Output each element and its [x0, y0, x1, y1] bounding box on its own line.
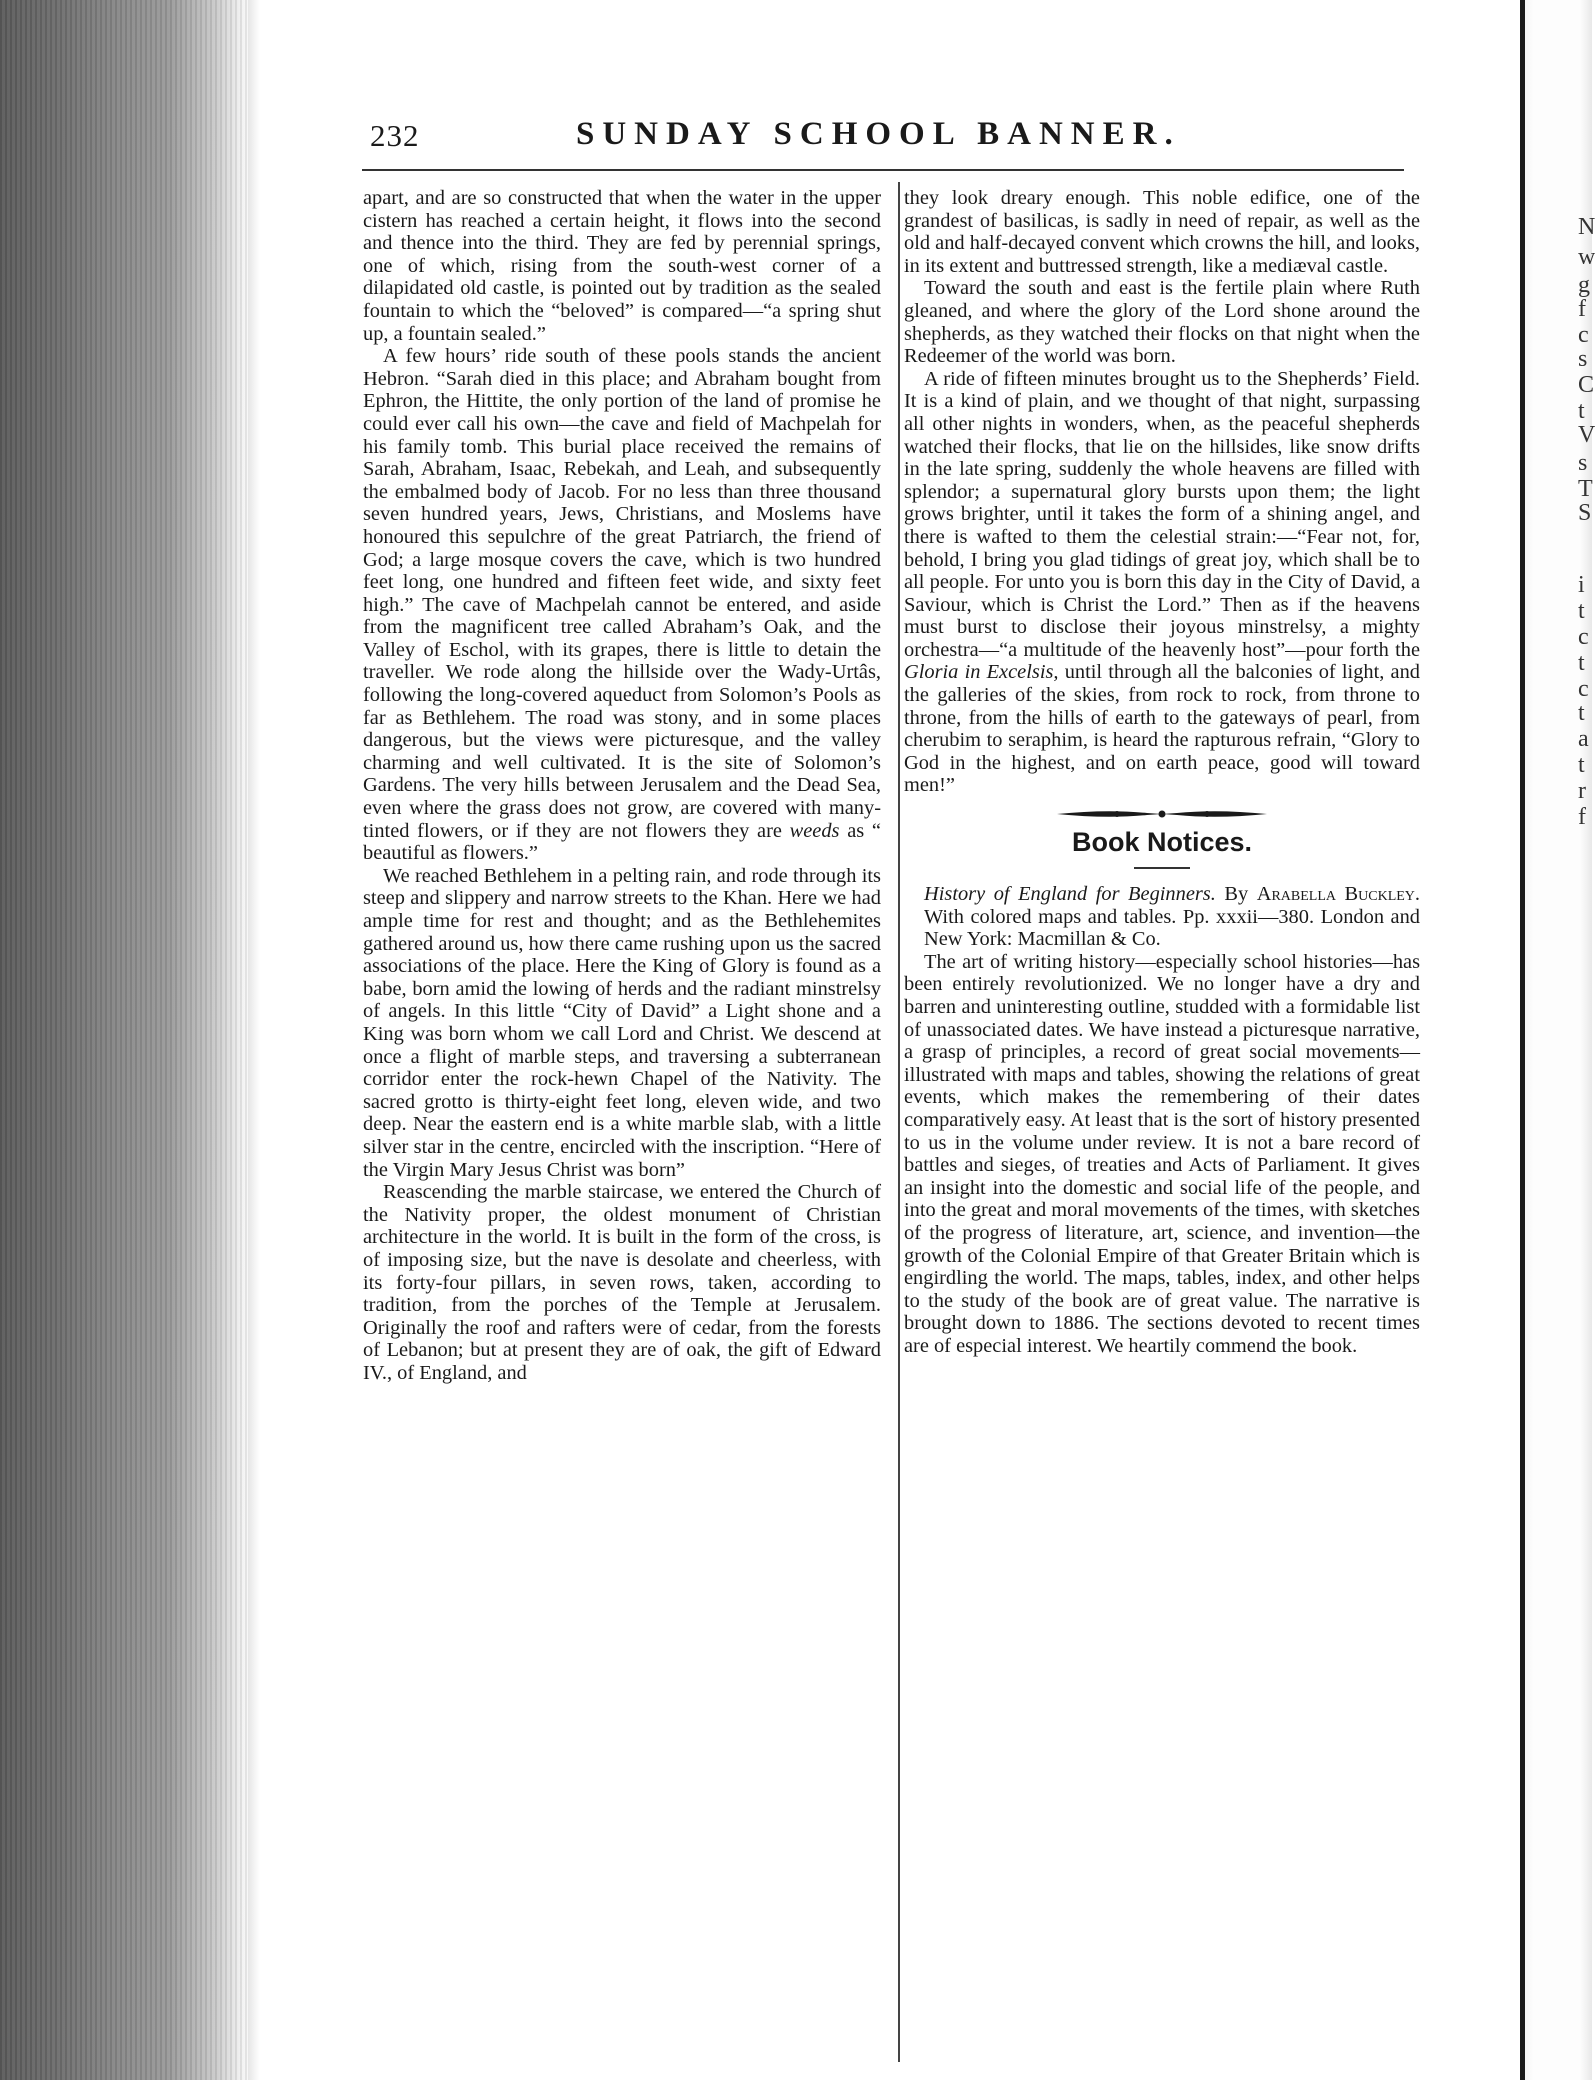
header-rule: [362, 169, 1404, 171]
adjacent-page-fragment: t: [1578, 650, 1585, 676]
paragraph-text: until through all the balconies of light, and the galleries of the skies, from rock to rock, from throne to throne, from the hills of earth to the gateways of pearl, from cherubim to seraphim, is heard the rapturous refrain, “Glory to God in the highest, and on earth peace, good will toward men!”: [904, 661, 1420, 797]
adjacent-page-fragment: t: [1578, 398, 1585, 424]
adjacent-page-fragment: S: [1578, 500, 1592, 526]
paragraph: Reascending the marble staircase, we entered the Church of the Nativity proper, the oldest monument of Christian architecture in the world. It is built in the form of the cross, is of imposing size, but the nave is desolate and cheerless, with its forty-four pillars, in seven rows, taken, according to tradition, from the porches of the Temple at Jerusalem. Originally the roof and rafters were of cedar, from the forests of Lebanon; but at present they are of oak, the gift of Edward IV., of England, and: [363, 1181, 881, 1384]
book-title: History of England for Beginners.: [924, 883, 1216, 906]
adjacent-page-fragment: c: [1578, 676, 1589, 702]
adjacent-page-fragment: f: [1578, 296, 1586, 322]
adjacent-page-fragment: g: [1578, 272, 1590, 298]
heading-rule: [1134, 867, 1190, 869]
adjacent-page-fragment: s: [1578, 450, 1588, 476]
adjacent-page-fragment: f: [1578, 804, 1586, 830]
adjacent-page-fragment: V: [1578, 422, 1595, 448]
book-author: Arabella Buckley.: [1256, 883, 1420, 906]
adjacent-page-fragment: c: [1578, 624, 1589, 650]
adjacent-page-fragment: s: [1578, 346, 1588, 372]
adjacent-page-fragment: t: [1578, 700, 1585, 726]
emphasis: Gloria in Excelsis,: [904, 661, 1059, 684]
adjacent-page-fragment: C: [1578, 372, 1595, 398]
adjacent-page: [1520, 0, 1595, 2080]
column-divider: [898, 182, 900, 2062]
emphasis: weeds: [789, 819, 840, 842]
adjacent-page-fragment: i: [1578, 572, 1585, 598]
paragraph: We reached Bethlehem in a pelting rain, and rode through its steep and slippery and narrow streets to the Khan. Here we had ample time for rest and thought; and as the Bethlehemites gathered around us, how there came rushing upon us the sacred associations of the place. Here the King of Glory is found as a babe, born amid the lowing of herds and the radiant minstrelsy of angels. In this little “City of David” a Light shone and a King was born whom we call Lord and Christ. We descend at once a flight of marble steps, and traversing a subterranean corridor enter the rock-hewn Chapel of the Nativity. The sacred grotto is thirty-eight feet long, eleven wide, and two deep. Near the eastern end is a white marble slab, with a little silver star in the centre, encircled with the inscription. “Here of the Virgin Mary Jesus Christ was born”: [363, 864, 881, 1181]
book-notice-body: The art of writing history—especially school histories—has been entirely revolutionized. We no longer have a dry and barren and uninteresting outline, studded with a formidable list of unassociated dates. We have instead a picturesque narrative, a grasp of principles, a record of great social movements—illustrated with maps and tables, showing the relations of great events, which makes the remembering of their dates comparatively easy. At least that is the sort of history presented to us in the volume under review. It is not a bare record of battles and sieges, of treaties and Acts of Parliament. It gives an insight into the domestic and social life of the people, and into the great and moral movements of the times, with sketches of the progress of literature, art, science, and invention—the growth of the Colonial Empire of that Greater Britain which is engirdling the world. The maps, tables, index, and other helps to the study of the book are of great value. The narrative is brought down to 1886. The sections devoted to recent times are of especial interest. We heartily commend the book.: [904, 950, 1420, 1357]
left-column: [363, 187, 881, 1384]
paragraph: Toward the south and east is the fertile plain where Ruth gleaned, and where the glory of the Lord shone around the shepherds, as they watched their flocks on that night when the Redeemer of the world was born.: [904, 277, 1420, 368]
adjacent-page-fragment: w: [1578, 244, 1595, 270]
book-edge: [0, 0, 250, 2080]
adjacent-page-fragment: c: [1578, 322, 1589, 348]
section-heading: Book Notices.: [1071, 827, 1253, 858]
adjacent-page-fragment: t: [1578, 598, 1585, 624]
paragraph: apart, and are so constructed that when the water in the upper cistern has reached a certain height, it flows into the second and thence into the third. They are fed by perennial springs, one of which, rising from the south-west corner of a dilapidated old castle, is pointed out by tradition as the sealed fountain to which the “beloved” is compared—“a spring shut up, a fountain sealed.”: [363, 187, 881, 345]
adjacent-page-fragment: t: [1578, 752, 1585, 778]
paragraph-text: A few hours’ ride south of these pools stands the ancient Hebron. “Sarah died in this place; and Abraham bought from Ephron, the Hittite, the only portion of the land of promise he could ever call his own—the cave and field of Machpelah for his family tomb. This burial place received the remains of Sarah, Abraham, Isaac, Rebekah, and Leah, and subsequently the embalmed body of Jacob. For no less than three thousand seven hundred years, Jews, Christians, and Moslems have honoured this sepulchre of the great Patriarch, the friend of God; a large mosque covers the cave, which is two hundred feet long, one hundred and fifteen feet wide, and sixty feet high.” The cave of Machpelah cannot be entered, and aside from the magnificent tree called Abraham’s Oak, and the Valley of Eschol, with its grapes, there is little to detain the traveller. We rode along the hillside over the Wady-Urtâs, following the long-covered aqueduct from Solomon’s Pools as far as Bethlehem. The road was stony, and in some places dangerous, but the views were picturesque, and the valley charming and well cultivated. It is the site of Solomon’s Gardens. The very hills between Jerusalem and the Dead Sea, even where the grass does not grow, are covered with many-tinted flowers, or if they are not flowers they are: [363, 345, 881, 842]
paragraph: [363, 345, 881, 865]
adjacent-page-fragment: N: [1578, 214, 1595, 240]
adjacent-page-fragment: r: [1578, 778, 1586, 804]
running-title: SUNDAY SCHOOL BANNER.: [576, 116, 1181, 152]
adjacent-page-fragment: T: [1578, 476, 1593, 502]
book-details: With colored maps and tables. Pp. xxxii—380. London and New York: Macmillan & Co.: [924, 905, 1420, 951]
paragraph: [904, 368, 1420, 797]
adjacent-page-fragment: a: [1578, 726, 1589, 752]
gutter: [248, 0, 260, 2080]
book-notice-citation: [904, 883, 1420, 951]
paragraph-text: as “ beautiful as flowers.”: [363, 819, 881, 865]
paragraph-text: A ride of fifteen minutes brought us to the Shepherds’ Field. It is a kind of plain, and we thought of that night, surpassing all other nights in wonders, when, as the peaceful shepherds watched their flocks, that lie on the hillsides, like snow drifts in the late spring, suddenly the whole heavens are filled with splendor; a supernatural glory bursts upon them; the light grows brighter, until it takes the form of a shining angel, and there is wafted to them the celestial strain:—“Fear not, for, behold, I bring you glad tidings of great joy, which shall be to all people. For unto you is born this day in the City of David, a Saviour, which is Christ the Lord.” Then as if the heavens must burst to disclose their joyous minstrelsy, a mighty orchestra—“a multitude of the heavenly host”—pour forth the: [904, 367, 1420, 661]
page-header: [370, 116, 1402, 162]
by-text: By: [1215, 883, 1257, 906]
page-number: 232: [370, 118, 420, 153]
paragraph: they look dreary enough. This noble edifice, one of the grandest of basilicas, is sadly in need of repair, as well as the old and half-decayed convent which crowns the hill, and looks, in its extent and buttressed strength, like a mediæval castle.: [904, 187, 1420, 277]
right-column: [904, 187, 1420, 1358]
ornament-divider: [1057, 807, 1267, 821]
